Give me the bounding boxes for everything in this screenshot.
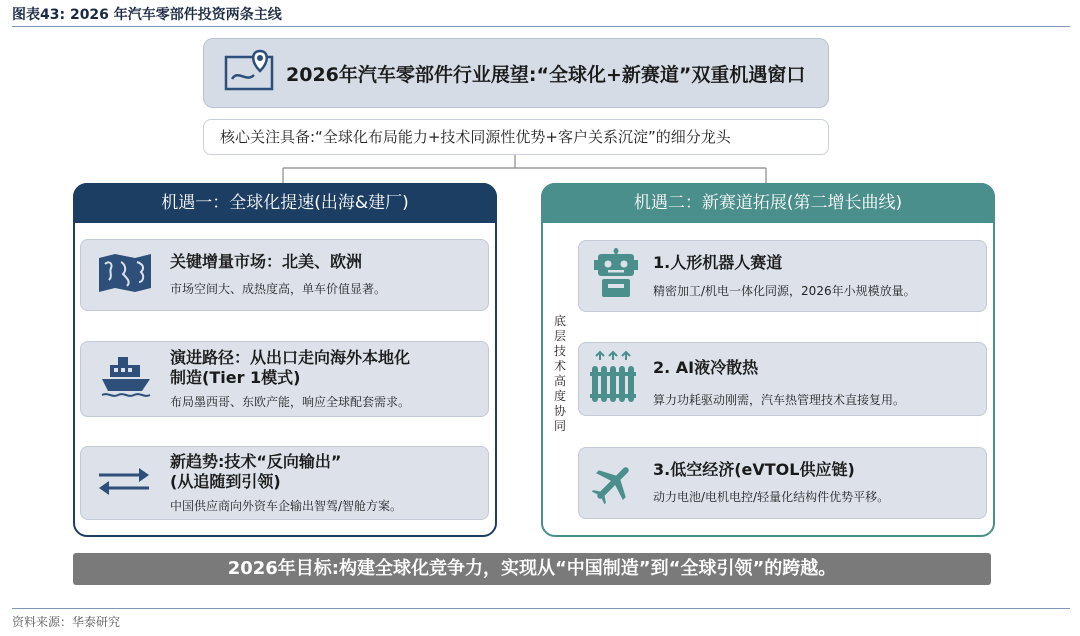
side-label: 底层技术高度协同 (553, 314, 566, 433)
left-card-2-desc: 布局墨西哥、东欧产能，响应全球配套需求。 (170, 395, 411, 409)
airplane-icon (590, 460, 636, 510)
world-map-icon (97, 252, 153, 296)
left-card-2-title-line2: 制造(Tier 1模式) (170, 368, 301, 387)
header-subtitle: 核心关注具备:“全球化布局能力+技术同源性优势+客户关系沉淀”的细分龙头 (220, 128, 731, 146)
right-card-3-title: 3.低空经济(eVTOL供应链) (653, 460, 855, 479)
right-card-2-desc: 算力功耗驱动刚需，汽车热管理技术直接复用。 (653, 393, 906, 407)
figure-title: 图表43: 2026 年汽车零部件投资两条主线 (12, 7, 282, 23)
left-card-2-title-line1: 演进路径：从出口走向海外本地化 (170, 348, 411, 367)
cargo-ship-icon (100, 355, 152, 403)
radiator-icon (590, 350, 636, 410)
right-card-3-desc: 动力电池/电机电控/轻量化结构件优势平移。 (653, 490, 890, 504)
right-card-1 (578, 240, 987, 312)
right-card-1-desc: 精密加工/机电一体化同源，2026年小规模放量。 (653, 284, 916, 298)
exchange-arrows-icon (97, 466, 151, 500)
bottom-divider (12, 608, 1070, 609)
header-title: 2026年汽车零部件行业展望:“全球化+新赛道”双重机遇窗口 (286, 64, 806, 86)
source-note: 资料来源：华泰研究 (12, 615, 121, 629)
left-card-3-title-line1: 新趋势:技术“反向输出” (170, 452, 342, 471)
map-pin-icon (224, 49, 274, 93)
right-card-2-title: 2. AI液冷散热 (653, 358, 759, 377)
right-card-1-title: 1.人形机器人赛道 (653, 253, 783, 272)
left-card-1-desc: 市场空间大、成热度高，单车价值显著。 (170, 282, 387, 296)
right-panel-title: 机遇二：新赛道拓展(第二增长曲线) (541, 183, 995, 223)
left-card-3-title-line2: (从追随到引领) (170, 472, 281, 491)
left-card-1-title: 关键增量市场：北美、欧洲 (170, 252, 363, 271)
goal-banner: 2026年目标:构建全球化竞争力，实现从“中国制造”到“全球引领”的跨越。 (73, 553, 991, 585)
left-card-3-desc: 中国供应商向外资车企输出智驾/智舱方案。 (170, 499, 403, 513)
robot-icon (594, 248, 638, 304)
right-card-3 (578, 447, 987, 519)
left-panel-title: 机遇一：全球化提速(出海&建厂) (73, 183, 497, 223)
